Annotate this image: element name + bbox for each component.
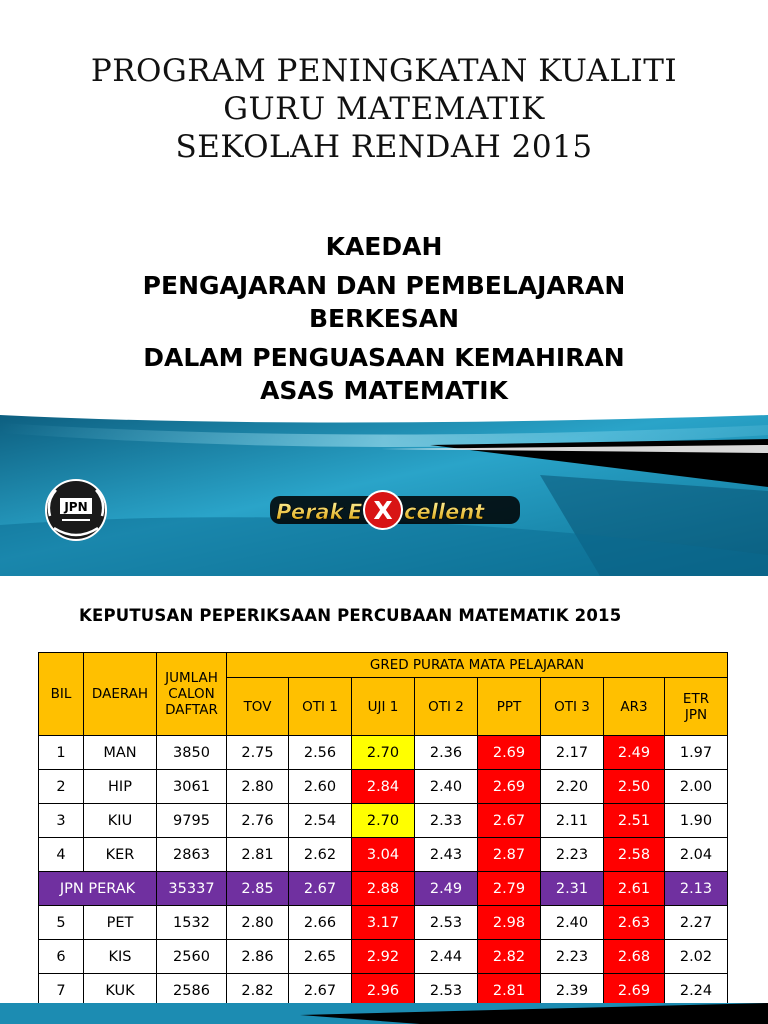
cell-grade: 2.67 <box>478 804 541 838</box>
subtitle-line-4: DALAM PENGUASAAN KEMAHIRAN <box>143 343 625 372</box>
cell-daerah: KUK <box>84 974 157 1008</box>
cell-grade: 2.13 <box>665 872 728 906</box>
bottom-banner-strip <box>0 1003 768 1024</box>
cell-grade: 2.63 <box>604 906 665 940</box>
cell-grade: 2.85 <box>227 872 289 906</box>
cell-jumlah: 9795 <box>157 804 227 838</box>
subtitle-line-1: KAEDAH <box>325 232 443 261</box>
header-tov: TOV <box>227 678 289 736</box>
table-row-jpn-perak <box>39 872 728 906</box>
cell-grade: 2.02 <box>665 940 728 974</box>
cell-grade: 2.36 <box>415 736 478 770</box>
cell-grade: 2.70 <box>352 804 415 838</box>
header-daerah: DAERAH <box>84 653 157 736</box>
table-row <box>39 804 728 838</box>
cell-daerah: KER <box>84 838 157 872</box>
cell-jumlah: 2586 <box>157 974 227 1008</box>
cell-grade: 2.81 <box>478 974 541 1008</box>
cell-grade: 2.82 <box>227 974 289 1008</box>
results-title: KEPUTUSAN PEPERIKSAAN PERCUBAAN MATEMATIK 2015 <box>79 606 622 625</box>
header-oti2: OTI 2 <box>415 678 478 736</box>
table-row <box>39 940 728 974</box>
cell-grade: 2.23 <box>541 838 604 872</box>
cell-bil: 3 <box>39 804 84 838</box>
cell-grade: 2.54 <box>289 804 352 838</box>
header-jumlah: JUMLAH CALON DAFTAR <box>157 653 227 736</box>
svg-text:Perak: Perak <box>276 500 344 524</box>
cell-bil: 2 <box>39 770 84 804</box>
cell-grade: 2.50 <box>604 770 665 804</box>
cell-bil: 5 <box>39 906 84 940</box>
cell-grade: 2.84 <box>352 770 415 804</box>
cell-grade: 2.56 <box>289 736 352 770</box>
cell-grade: 2.33 <box>415 804 478 838</box>
svg-text:X: X <box>373 496 393 525</box>
subtitle-line-3: BERKESAN <box>308 304 460 333</box>
cell-jumlah: 2560 <box>157 940 227 974</box>
perak-excellent-logo <box>268 490 522 530</box>
header-uji1: UJI 1 <box>352 678 415 736</box>
cell-grade: 2.20 <box>541 770 604 804</box>
cell-grade: 2.80 <box>227 906 289 940</box>
main-title <box>0 52 768 166</box>
cell-bil: 4 <box>39 838 84 872</box>
cell-grade: 1.97 <box>665 736 728 770</box>
table-row <box>39 838 728 872</box>
cell-label: JPN PERAK <box>39 872 157 906</box>
cell-jumlah: 3850 <box>157 736 227 770</box>
cell-grade: 2.62 <box>289 838 352 872</box>
cell-bil: 7 <box>39 974 84 1008</box>
cell-grade: 2.53 <box>415 974 478 1008</box>
cell-grade: 2.23 <box>541 940 604 974</box>
cell-grade: 2.27 <box>665 906 728 940</box>
cell-grade: 2.58 <box>604 838 665 872</box>
results-slide <box>0 585 768 1024</box>
cell-grade: 2.66 <box>289 906 352 940</box>
cell-grade: 2.43 <box>415 838 478 872</box>
header-ppt: PPT <box>478 678 541 736</box>
cell-grade: 2.82 <box>478 940 541 974</box>
cell-grade: 2.04 <box>665 838 728 872</box>
main-title-line-2: GURU MATEMATIK <box>223 91 545 127</box>
cell-grade: 2.11 <box>541 804 604 838</box>
cell-grade: 2.76 <box>227 804 289 838</box>
cell-grade: 2.68 <box>604 940 665 974</box>
cell-grade: 2.24 <box>665 974 728 1008</box>
cell-grade: 2.70 <box>352 736 415 770</box>
cell-grade: 2.49 <box>604 736 665 770</box>
cell-grade: 2.96 <box>352 974 415 1008</box>
cell-grade: 3.04 <box>352 838 415 872</box>
cell-grade: 2.67 <box>289 872 352 906</box>
subtitle <box>0 230 768 407</box>
header-oti1: OTI 1 <box>289 678 352 736</box>
cell-daerah: PET <box>84 906 157 940</box>
cell-jumlah: 35337 <box>157 872 227 906</box>
cell-grade: 2.81 <box>227 838 289 872</box>
cell-grade: 2.31 <box>541 872 604 906</box>
cell-jumlah: 3061 <box>157 770 227 804</box>
cell-grade: 2.53 <box>415 906 478 940</box>
cell-grade: 1.90 <box>665 804 728 838</box>
cell-grade: 2.79 <box>478 872 541 906</box>
cell-grade: 2.87 <box>478 838 541 872</box>
cell-daerah: HIP <box>84 770 157 804</box>
table-row <box>39 770 728 804</box>
cell-jumlah: 1532 <box>157 906 227 940</box>
cell-daerah: MAN <box>84 736 157 770</box>
cell-grade: 2.40 <box>541 906 604 940</box>
cell-grade: 2.17 <box>541 736 604 770</box>
cell-grade: 2.60 <box>289 770 352 804</box>
cell-grade: 2.86 <box>227 940 289 974</box>
results-table <box>38 652 728 1008</box>
cell-grade: 2.69 <box>478 770 541 804</box>
cell-daerah: KIU <box>84 804 157 838</box>
header-etr: ETR JPN <box>665 678 728 736</box>
cell-grade: 2.80 <box>227 770 289 804</box>
cell-bil: 6 <box>39 940 84 974</box>
header-ar3: AR3 <box>604 678 665 736</box>
cell-grade: 2.51 <box>604 804 665 838</box>
cell-grade: 2.00 <box>665 770 728 804</box>
header-oti3: OTI 3 <box>541 678 604 736</box>
table-row <box>39 736 728 770</box>
cell-grade: 2.49 <box>415 872 478 906</box>
cell-grade: 2.69 <box>604 974 665 1008</box>
jpn-logo <box>40 476 112 546</box>
table-row <box>39 906 728 940</box>
svg-text:E: E <box>348 500 363 524</box>
cell-grade: 2.61 <box>604 872 665 906</box>
header-bil: BIL <box>39 653 84 736</box>
cell-daerah: KIS <box>84 940 157 974</box>
cell-grade: 3.17 <box>352 906 415 940</box>
cell-jumlah: 2863 <box>157 838 227 872</box>
cell-grade: 2.69 <box>478 736 541 770</box>
main-title-line-1: PROGRAM PENINGKATAN KUALITI <box>90 53 678 89</box>
cell-grade: 2.75 <box>227 736 289 770</box>
svg-text:JPN: JPN <box>64 500 88 514</box>
cell-grade: 2.65 <box>289 940 352 974</box>
cell-grade: 2.92 <box>352 940 415 974</box>
header-group: GRED PURATA MATA PELAJARAN <box>227 653 728 678</box>
cell-grade: 2.44 <box>415 940 478 974</box>
svg-text:cellent: cellent <box>404 500 485 524</box>
cell-grade: 2.98 <box>478 906 541 940</box>
cell-grade: 2.39 <box>541 974 604 1008</box>
cell-bil: 1 <box>39 736 84 770</box>
cell-grade: 2.40 <box>415 770 478 804</box>
cell-grade: 2.88 <box>352 872 415 906</box>
subtitle-line-2: PENGAJARAN DAN PEMBELAJARAN <box>142 271 626 300</box>
cell-grade: 2.67 <box>289 974 352 1008</box>
subtitle-line-5: ASAS MATEMATIK <box>260 376 508 405</box>
main-title-line-3: SEKOLAH RENDAH 2015 <box>175 129 593 165</box>
